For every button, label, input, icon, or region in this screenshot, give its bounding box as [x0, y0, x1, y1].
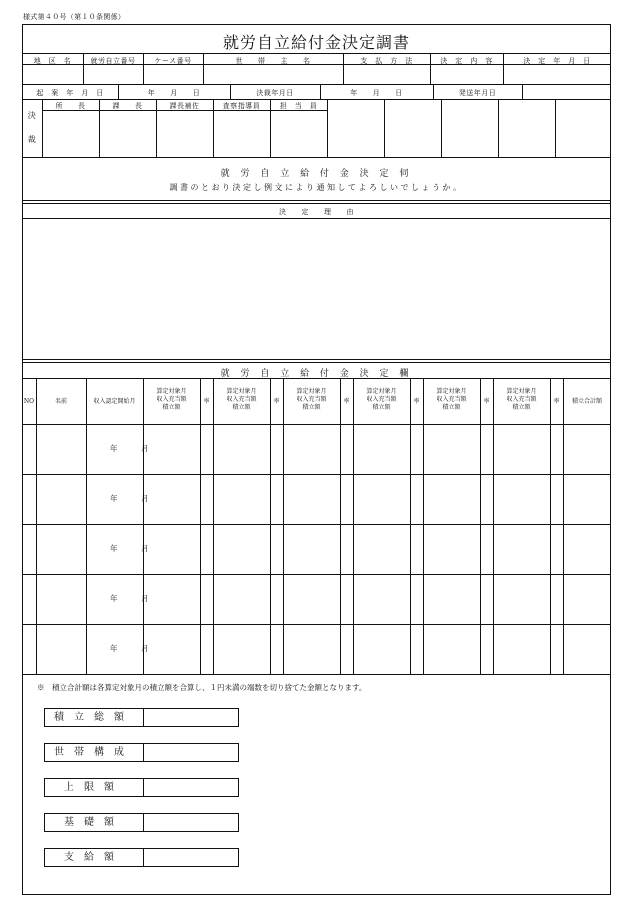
- table-title: 就 労 自 立 給 付 金 決 定 欄: [220, 369, 413, 379]
- divider: [22, 53, 611, 54]
- divider: [480, 378, 481, 674]
- divider: [423, 378, 424, 674]
- row-year-month: 年 月: [110, 644, 157, 653]
- decision-date-label: 決 定 年 月 日: [523, 57, 591, 65]
- decision-query-text: 調書のとおり決定し例文により通知してよろしいでしょうか。: [169, 183, 464, 192]
- divider: [22, 524, 611, 525]
- divider: [22, 362, 611, 363]
- summary-payment: 支給額: [44, 848, 239, 867]
- decision-query-title: 就 労 自 立 給 付 金 決 定 伺: [220, 169, 413, 179]
- approval-side-label: 裁: [27, 135, 37, 144]
- divider: [22, 359, 611, 360]
- role-supervisor: 査察指導員: [222, 102, 261, 110]
- reason-field[interactable]: [23, 219, 610, 358]
- approval-date-label: 決裁年月日: [256, 89, 294, 97]
- divider: [283, 378, 284, 674]
- divider: [340, 378, 341, 674]
- divider: [22, 424, 611, 425]
- summary-total-savings: 積立総額: [44, 708, 239, 727]
- col-name: 名前: [54, 398, 67, 405]
- col-period-header: 算定対象月 収入充当額 積立額: [366, 388, 397, 411]
- divider: [22, 624, 611, 625]
- divider: [555, 99, 556, 157]
- page-title: 就労自立給付金決定調書: [222, 33, 410, 52]
- divider: [22, 378, 611, 379]
- reason-title: 決 定 理 由: [279, 208, 354, 216]
- divider: [493, 378, 494, 674]
- role-caseworker: 担 当 員: [279, 102, 318, 110]
- summary-value[interactable]: [144, 849, 238, 866]
- divider: [22, 203, 611, 204]
- summary-household: 世帯構成: [44, 743, 239, 762]
- divider: [353, 378, 354, 674]
- payment-method-label: 支 払 方 法: [360, 57, 413, 65]
- col-period-header: 算定対象月 収入充当額 積立額: [156, 388, 187, 411]
- col-rate: 率: [483, 398, 490, 405]
- col-period-header: 算定対象月 収入充当額 積立額: [296, 388, 327, 411]
- row-year-month: 年 月: [110, 444, 157, 453]
- row-year-month: 年 月: [110, 494, 157, 503]
- approval-side-label: 決: [27, 111, 37, 120]
- summary-cap: 上限額: [44, 778, 239, 797]
- case-no-label: ケース番号: [154, 57, 192, 65]
- row-year-month: 年 月: [110, 594, 157, 603]
- col-rate: 率: [273, 398, 280, 405]
- divider: [563, 378, 564, 674]
- col-rate: 率: [343, 398, 350, 405]
- divider: [22, 574, 611, 575]
- divider: [86, 378, 87, 674]
- divider: [522, 84, 523, 99]
- divider: [270, 378, 271, 674]
- row-year-month: 年 月: [110, 544, 157, 553]
- draft-ymd: 年 月 日: [147, 89, 201, 97]
- role-deputy-chief: 課長補佐: [169, 102, 200, 110]
- divider: [213, 378, 214, 674]
- footnote: ※ 積立合計額は各算定対象月の積立額を合算し、１円未満の端数を切り捨てた金額となります。: [37, 683, 367, 692]
- divider: [441, 99, 442, 157]
- divider: [327, 99, 328, 157]
- col-rate: 率: [203, 398, 210, 405]
- draft-date-label: 起 案 年 月 日: [36, 89, 104, 97]
- summary-base: 基礎額: [44, 813, 239, 832]
- divider: [410, 378, 411, 674]
- summary-value[interactable]: [144, 814, 238, 831]
- col-period-header: 算定対象月 収入充当額 積立額: [226, 388, 257, 411]
- col-total: 積立合計額: [571, 398, 602, 405]
- col-no: NO: [23, 398, 35, 405]
- summary-value[interactable]: [144, 709, 238, 726]
- col-period-header: 算定対象月 収入充当額 積立額: [506, 388, 537, 411]
- form-frame: [22, 24, 611, 895]
- divider: [143, 378, 144, 674]
- divider: [22, 99, 611, 100]
- household-head-label: 世 帯 主 名: [235, 57, 311, 65]
- col-rate: 率: [413, 398, 420, 405]
- col-start-month: 収入認定開始月: [93, 398, 136, 405]
- divider: [498, 99, 499, 157]
- divider: [550, 378, 551, 674]
- role-section-chief: 課 長: [112, 102, 143, 110]
- area-label: 地 区 名: [33, 57, 72, 65]
- divider: [22, 674, 611, 675]
- summary-value[interactable]: [144, 744, 238, 761]
- divider: [36, 378, 37, 674]
- divider: [384, 99, 385, 157]
- form-number: 様式第４０号（第１０条関係）: [23, 13, 126, 21]
- send-date-label: 発送年月日: [458, 89, 497, 97]
- divider: [22, 200, 611, 201]
- divider: [22, 474, 611, 475]
- role-director: 所 長: [55, 102, 86, 110]
- col-period-header: 算定対象月 収入充当額 積立額: [436, 388, 467, 411]
- summary-value[interactable]: [144, 779, 238, 796]
- divider: [22, 157, 611, 158]
- divider: [200, 378, 201, 674]
- approval-ymd: 年 月 日: [350, 89, 403, 97]
- decision-content-label: 決 定 内 容: [440, 57, 493, 65]
- col-rate: 率: [553, 398, 560, 405]
- recipient-no-label: 就労自立番号: [90, 57, 136, 65]
